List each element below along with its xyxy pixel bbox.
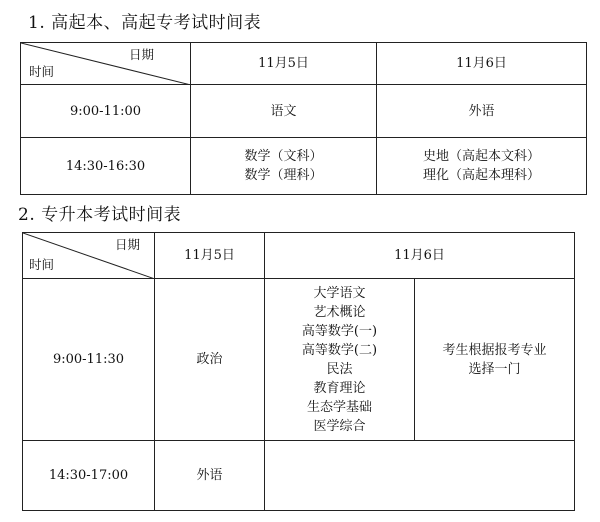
column-header-day2: 11月6日 xyxy=(377,43,587,85)
subject-cell: 语文 xyxy=(191,85,377,138)
subject-cell: 外语 xyxy=(377,85,587,138)
subject-cell xyxy=(191,138,377,195)
note-line: 考生根据报考专业 xyxy=(442,342,547,358)
header-diagonal-cell xyxy=(21,43,191,85)
subject-cell: 政治 xyxy=(155,279,265,441)
header-diagonal-cell xyxy=(23,233,155,279)
subject-line: 史地（高起本文科） xyxy=(422,149,540,164)
note-line: 选择一门 xyxy=(468,361,521,377)
subject-line: 高等数学(一) xyxy=(301,323,378,339)
subject-line: 医学综合 xyxy=(313,418,366,434)
header-time-label: 时间 xyxy=(29,64,55,79)
column-header-day1: 11月5日 xyxy=(155,233,265,279)
note-cell xyxy=(415,279,575,441)
column-header-day2: 11月6日 xyxy=(265,233,575,279)
section1-heading: 1. 高起本、高起专考试时间表 xyxy=(28,13,262,33)
subject-line: 艺术概论 xyxy=(313,304,366,320)
section2-heading: 2. 专升本考试时间表 xyxy=(18,205,182,225)
header-time-label: 时间 xyxy=(29,257,55,272)
time-cell: 14:30-17:00 xyxy=(23,441,155,511)
subject-list-cell xyxy=(265,279,415,441)
column-header-day1: 11月5日 xyxy=(191,43,377,85)
schedule-table-1 xyxy=(20,42,587,195)
subject-cell xyxy=(377,138,587,195)
subject-line: 大学语文 xyxy=(313,285,366,301)
empty-cell xyxy=(265,441,575,511)
subject-line: 高等数学(二) xyxy=(301,342,378,358)
subject-cell: 外语 xyxy=(155,441,265,511)
header-date-label: 日期 xyxy=(114,237,140,252)
time-cell: 9:00-11:30 xyxy=(23,279,155,441)
schedule-table-2 xyxy=(22,232,575,511)
time-cell: 14:30-16:30 xyxy=(21,138,191,195)
subject-line: 民法 xyxy=(326,361,353,377)
subject-line: 数学（理科） xyxy=(244,168,323,183)
subject-line: 理化（高起本理科） xyxy=(422,168,540,183)
subject-line: 生态学基础 xyxy=(306,399,372,415)
header-date-label: 日期 xyxy=(128,47,154,62)
subject-line: 教育理论 xyxy=(313,380,366,396)
time-cell: 9:00-11:00 xyxy=(21,85,191,138)
subject-line: 数学（文科） xyxy=(244,149,323,164)
